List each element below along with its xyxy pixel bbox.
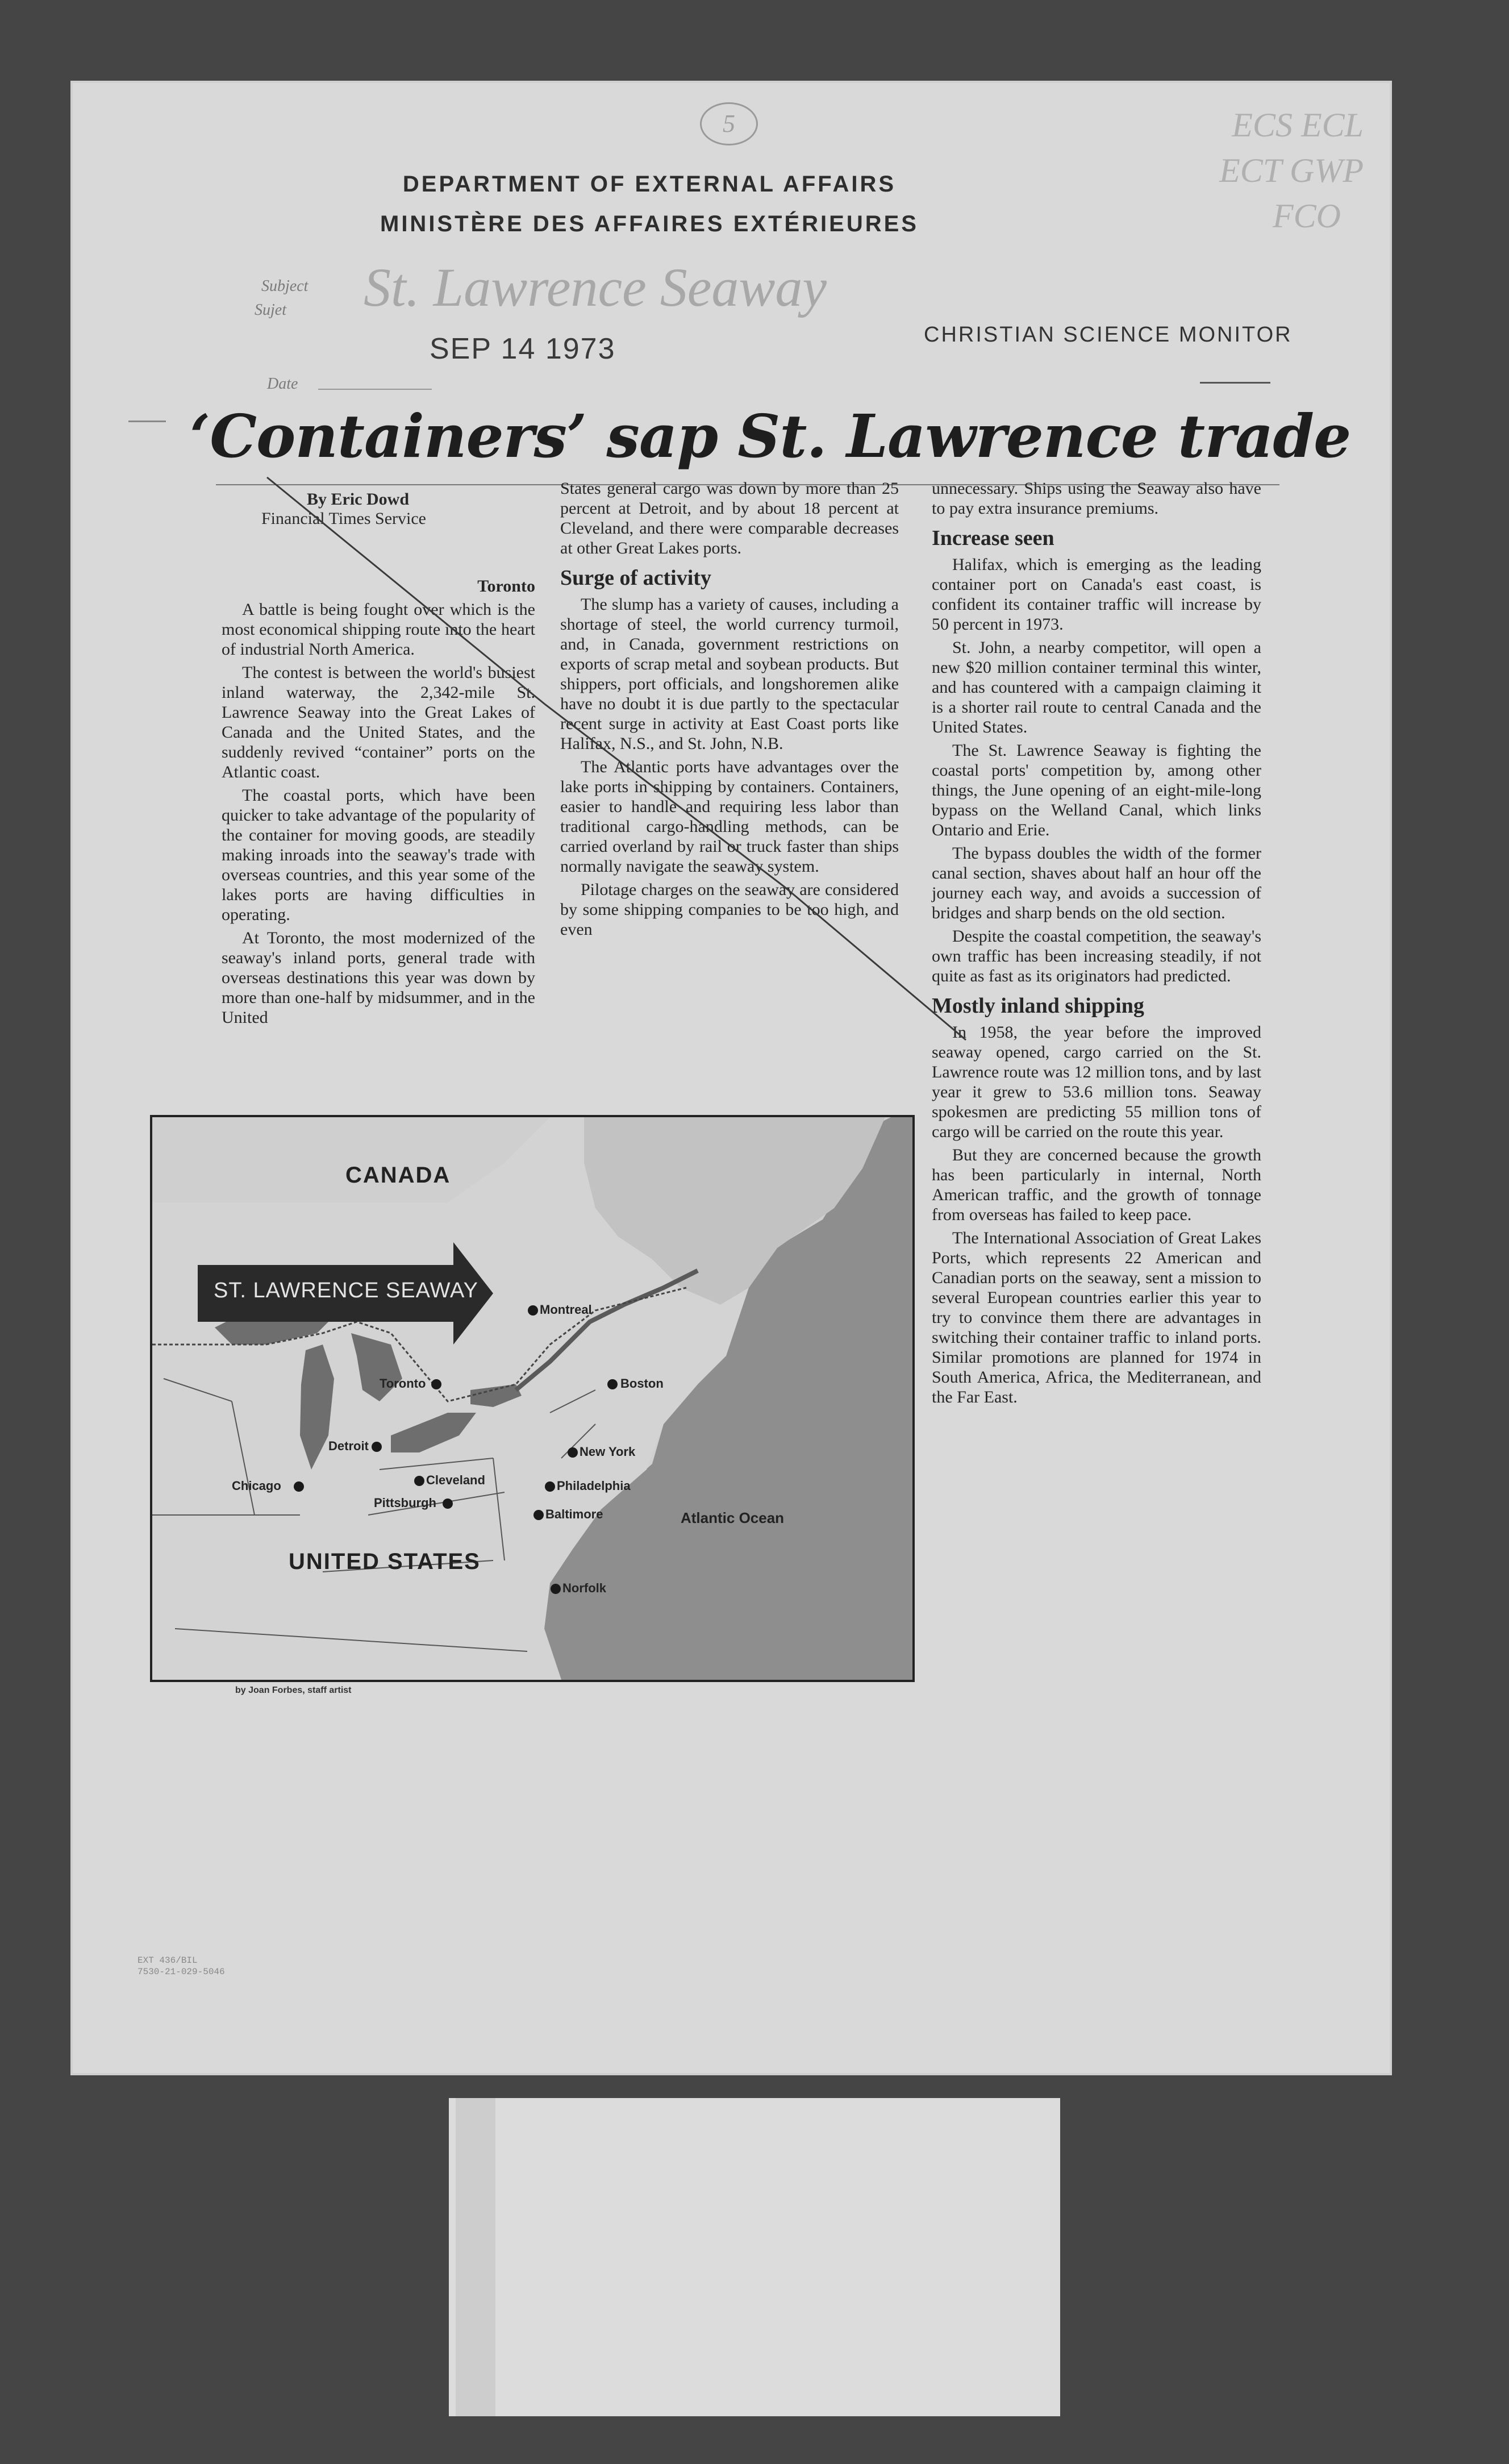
paragraph: The coastal ports, which have been quicker to take advantage of the popularity of the container for moving goods, are steadily making inroads into the seaway's trade with overseas countries, and this year some of the lakes ports are having difficulties in operating. [222, 786, 535, 924]
map-label-chicago: Chicago [232, 1479, 281, 1493]
byline-service: Financial Times Service [261, 509, 426, 528]
paragraph: Halifax, which is emerging as the leading container port on Canada's east coast, is confident its container traffic will increase by 50 percent in 1973. [932, 555, 1261, 634]
department-name-en: DEPARTMENT OF EXTERNAL AFFAIRS [402, 172, 897, 197]
paragraph: The Atlantic ports have advantages over the lake ports in shipping by containers. Containers, easier to handle and requiring less labor than traditional cargo-handling methods, can be carried overland by rail or truck faster than ships normally navigate the seaway system. [560, 757, 899, 876]
subject-label: Subject [261, 277, 309, 295]
paragraph: The bypass doubles the width of the former canal section, shaves about half an hour off the journey each way, and avoids a succession of bridges and sharp bends on the old section. [932, 844, 1261, 922]
map-label-canada: CANADA [345, 1163, 451, 1188]
subheading-surge: Surge of activity [560, 566, 711, 590]
map-label-boston: Boston [620, 1376, 664, 1391]
department-name-fr: MINISTÈRE DES AFFAIRES EXTÉRIEURES [380, 211, 919, 236]
circled-page-number: 5 [700, 102, 758, 145]
map-label-cleveland: Cleveland [426, 1473, 485, 1487]
paragraph: In 1958, the year before the improved seaway opened, cargo carried on the St. Lawrence route was 12 million tons, and by last year it grew to 53.6 million tons. Seaway spokesmen are predicting 55 million tons of cargo will be carried on the route this year. [932, 1023, 1261, 1141]
paragraph: A battle is being fought over which is the most economical shipping route into the heart of industrial North America. [222, 600, 535, 659]
form-code-line: EXT 436/BIL [137, 1955, 198, 1966]
paragraph: The contest is between the world's busiest inland waterway, the 2,342-mile St. Lawrence Seaway into the Great Lakes of Canada and the United States, and the suddenly revived “container” ports on the Atlantic coast. [222, 663, 535, 781]
map-label-montreal: Montreal [540, 1302, 592, 1317]
map-label-philadelphia: Philadelphia [557, 1479, 631, 1493]
form-code-line: 7530-21-029-5046 [137, 1967, 225, 1977]
subject-handwritten: St. Lawrence Seaway [364, 257, 827, 318]
subheading-increase: Increase seen [932, 526, 1054, 550]
paragraph: Pilotage charges on the seaway are considered by some shipping companies to be too high, and even [560, 880, 899, 939]
distribution-line: ECS ECL [1232, 106, 1364, 144]
subheading-inland: Mostly inland shipping [932, 994, 1144, 1018]
date-label: Date [267, 375, 298, 393]
map-label-baltimore: Baltimore [545, 1507, 603, 1521]
map-label-united-states: UNITED STATES [289, 1549, 481, 1574]
paragraph: The International Association of Great Lakes Ports, which represents 22 American and Canadian ports on the seaway, sent a mission to several European countries earlier this year to try to convince them there are advantages in switching their container traffic to inland ports. Similar promotions are planned for 1974 in South America, Africa, the Mediterranean, and the Far East. [932, 1229, 1261, 1406]
distribution-line: FCO [1273, 197, 1341, 235]
paragraph: States general cargo was down by more than 25 percent at Detroit, and by about 18 percent at Cleveland, and there were comparable decreases at other Great Lakes ports. [560, 479, 899, 557]
map-label-ocean: Atlantic Ocean [681, 1509, 785, 1526]
distribution-line: ECT GWP [1219, 152, 1364, 189]
dateline: Toronto [477, 577, 535, 596]
map-label-detroit: Detroit [328, 1439, 369, 1453]
paragraph: But they are concerned because the growth has been particularly in internal, North American traffic, and the growth of tonnage from overseas has failed to keep pace. [932, 1146, 1261, 1224]
map-label-toronto: Toronto [380, 1376, 426, 1391]
map-label-pittsburgh: Pittsburgh [374, 1496, 436, 1510]
paragraph: At Toronto, the most modernized of the seaway's inland ports, general trade with overseas destinations this year was down by more than one-half by midsummer, and in the United [222, 929, 535, 1027]
slip-fold [456, 2098, 495, 2416]
paper-slip [449, 2098, 1060, 2416]
date-stamp: SEP 14 1973 [430, 332, 616, 365]
paragraph: St. John, a nearby competitor, will open a new $20 million container terminal this winter, and has countered with a campaign claiming it is a shorter rail route to central Canada and the United States. [932, 638, 1261, 736]
byline-author: By Eric Dowd [307, 490, 409, 509]
sujet-label: Sujet [255, 301, 286, 319]
map-label-new-york: New York [580, 1445, 636, 1459]
paragraph: unnecessary. Ships using the Seaway also have to pay extra insurance premiums. [932, 479, 1261, 518]
paragraph: The St. Lawrence Seaway is fighting the coastal ports' competition by, among other things, the June opening of an eight-mile-long bypass on the Welland Canal, which links Ontario and Erie. [932, 741, 1261, 839]
newspaper-name: CHRISTIAN SCIENCE MONITOR [924, 323, 1293, 347]
map-credit: by Joan Forbes, staff artist [235, 1685, 352, 1695]
diagonal-line [267, 477, 966, 1040]
paragraph: The slump has a variety of causes, including a shortage of steel, the world currency turmoil, and, in Canada, government restrictions on exports of scrap metal and soybean products. But shippers, port officials, and longshoremen alike have no doubt it is due partly to the spectacular recent surge in activity at East Coast ports like Halifax, N.S., and St. John, N.B. [560, 595, 899, 753]
paragraph: Despite the coastal competition, the seaway's own traffic has been increasing steadily, if not quite as fast as its originators had predicted. [932, 927, 1261, 985]
map-label-seaway: ST. LAWRENCE SEAWAY [214, 1279, 478, 1302]
map-label-norfolk: Norfolk [562, 1581, 606, 1595]
article-headline: ‘Containers’ sap St. Lawrence trade [190, 401, 1351, 471]
